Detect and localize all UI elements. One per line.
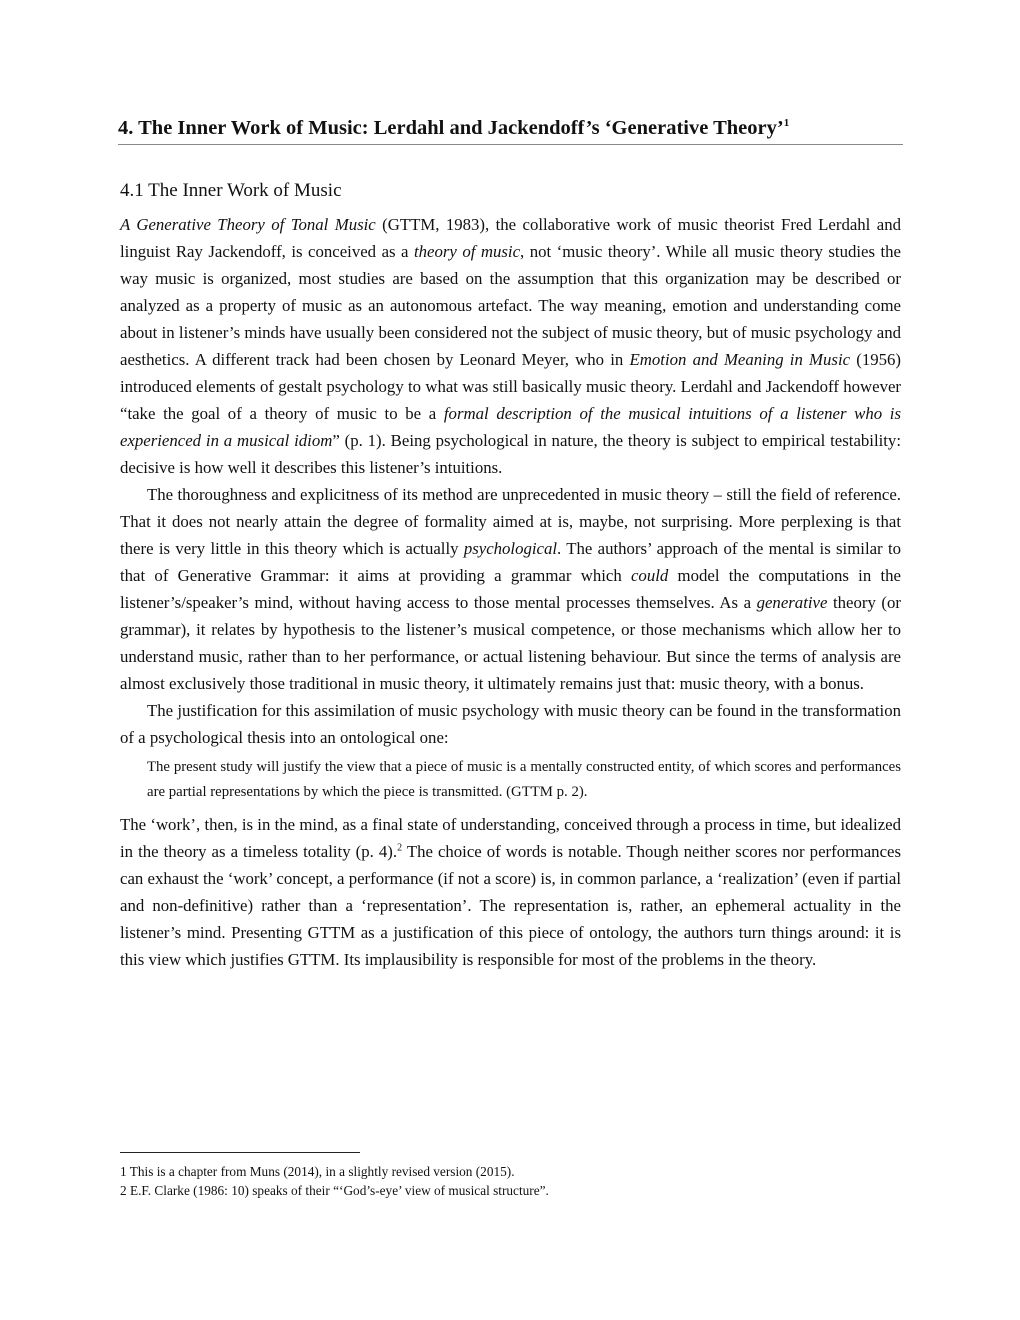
italic-text: generative (756, 593, 828, 612)
paragraph (120, 697, 901, 751)
paragraph (120, 211, 901, 481)
footnote-ref: 1 (783, 117, 790, 130)
italic-text: Emotion and Meaning in Music (629, 350, 851, 369)
text-run: (1956) introduced elements of gestalt psychology to what was still basically music theory. Lerdahl and Jackendoff however “take the goal of a theory of music to be a (120, 350, 901, 423)
paragraph (120, 811, 901, 973)
footnote-2: 2 E.F. Clarke (1986: 10) speaks of their “‘God’s-eye’ view of musical structure”. (120, 1183, 549, 1198)
italic-text: A Generative Theory of Tonal Music (120, 215, 376, 234)
italic-text: could (630, 566, 669, 585)
footnote-ref: 2 (397, 842, 403, 854)
paragraph (120, 481, 901, 697)
text-run: The thoroughness and explicitness of its method are unprecedented in music theory – still the field of reference. That it does not nearly attain the degree of formality aimed at is, maybe, not surprising. More perplexing is that there is very little in this theory which is actually (120, 485, 901, 558)
text-run: model the computations in the listener’s/speaker’s mind, without having access to those mental processes themselves. As a (120, 566, 901, 612)
text-run: . The authors’ approach of the mental is similar to that of Generative Grammar: it aims at providing a grammar which (120, 539, 901, 585)
footnote-1: 1 This is a chapter from Muns (2014), in a slightly revised version (2015). (120, 1164, 515, 1179)
text-run: The ‘work’, then, is in the mind, as a final state of understanding, conceived through a process in time, but idealized in the theory as a timeless totality (p. 4). (120, 815, 901, 861)
text-run: , not ‘music theory’. While all music theory studies the way music is organized, most studies are based on the assumption that this organization may be described or analyzed as a property of music as an autonomous artefact. The way meaning, emotion and understanding come about in listener’s minds have usually been considered not the subject of music theory, but of music psychology and aesthetics. A different track had been chosen by Leonard Meyer, who in (120, 242, 901, 369)
footnote-divider (120, 1152, 360, 1153)
text-run: ” (p. 1). Being psychological in nature, the theory is subject to empirical testability: decisive is how well it describes this listener’s intuitions. (120, 431, 901, 477)
italic-text: psychological (463, 539, 558, 558)
text-run: The justification for this assimilation of music psychology with music theory can be found in the transformation of a psychological thesis into an ontological one: (120, 701, 901, 747)
body-text (120, 211, 901, 973)
italic-text: formal description of the musical intuitions of a listener who is experienced in a musical idiom (120, 404, 901, 450)
italic-text: theory of music (413, 242, 521, 261)
footnotes (120, 1162, 549, 1200)
block-quote (147, 755, 901, 805)
text-run: theory (or grammar), it relates by hypothesis to the listener’s musical competence, or those mechanisms which allow her to understand music, rather than to her performance, or actual listening behaviour. But since the terms of analysis are almost exclusively those traditional in music theory, it ultimately remains just that: music theory, with a bonus. (120, 593, 901, 693)
text-run: (GTTM, 1983), the collaborative work of music theorist Fred Lerdahl and linguist Ray Jackendoff, is conceived as a (120, 215, 901, 261)
text-run: The present study will justify the view that a piece of music is a mentally constructed entity, of which scores and performances are partial representations by which the piece is transmitted. (GTTM p. 2). (147, 759, 901, 800)
section-heading: 4.1 The Inner Work of Music (120, 180, 342, 201)
chapter-title (118, 117, 903, 145)
chapter-title-text: 4. The Inner Work of Music: Lerdahl and Jackendoff’s ‘Generative Theory’ (118, 117, 784, 139)
text-run: The choice of words is notable. Though neither scores nor performances can exhaust the ‘work’ concept, a performance (if not a score) is, in common parlance, a ‘realization’ (even if partial and non-definitive) rather than a ‘representation’. The representation is, rather, an ephemeral actuality in the listener’s mind. Presenting GTTM as a justification of this piece of ontology, the authors turn things around: it is this view which justifies GTTM. Its implausibility is responsible for most of the problems in the theory. (120, 842, 901, 969)
